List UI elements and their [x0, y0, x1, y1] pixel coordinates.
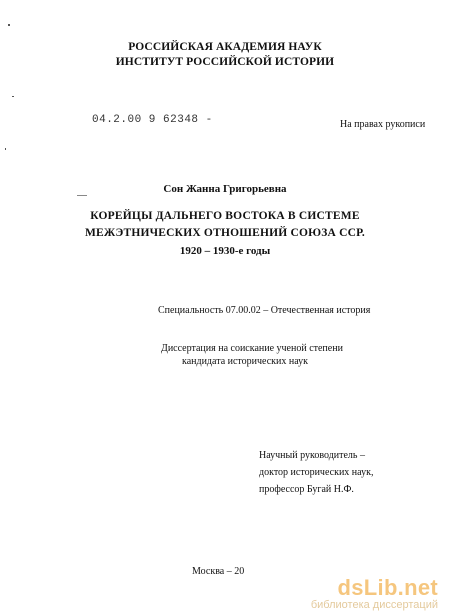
scan-speck [12, 96, 14, 97]
institution-name-line1: РОССИЙСКАЯ АКАДЕМИЯ НАУК [128, 41, 322, 53]
watermark-brand: dsLib.net [337, 575, 438, 600]
dissertation-purpose-line2: кандидата исторических наук [182, 356, 309, 367]
thesis-title-line1: КОРЕЙЦЫ ДАЛЬНЕГО ВОСТОКА В СИСТЕМЕ [90, 210, 360, 222]
city-year: Москва – 20 [192, 566, 245, 577]
manuscript-note: На правах рукописи [340, 119, 426, 130]
dissertation-purpose-line1: Диссертация на соискание ученой степени [161, 343, 343, 354]
thesis-title-line2: МЕЖЭТНИЧЕСКИХ ОТНОШЕНИЙ СОЮЗА ССР. [85, 227, 365, 239]
author-name: Сон Жанна Григорьевна [163, 183, 287, 195]
scan-mark [77, 195, 87, 196]
thesis-title-years: 1920 – 1930-е годы [179, 245, 271, 257]
institution-name-line2: ИНСТИТУТ РОССИЙСКОЙ ИСТОРИИ [115, 56, 335, 68]
specialty-line: Специальность 07.00.02 – Отечественная история [158, 305, 371, 316]
supervisor-name: профессор Бугай Н.Ф. [259, 484, 354, 495]
supervisor-label: Научный руководитель – [259, 450, 365, 461]
library-stamp-number: 04.2.00 9 62348 - [92, 114, 213, 126]
scan-speck [5, 148, 6, 150]
supervisor-degree: доктор исторических наук, [259, 467, 374, 478]
watermark-subtitle: библиотека диссертаций [310, 599, 438, 611]
scan-speck [8, 24, 10, 26]
dslib-watermark [311, 577, 438, 611]
